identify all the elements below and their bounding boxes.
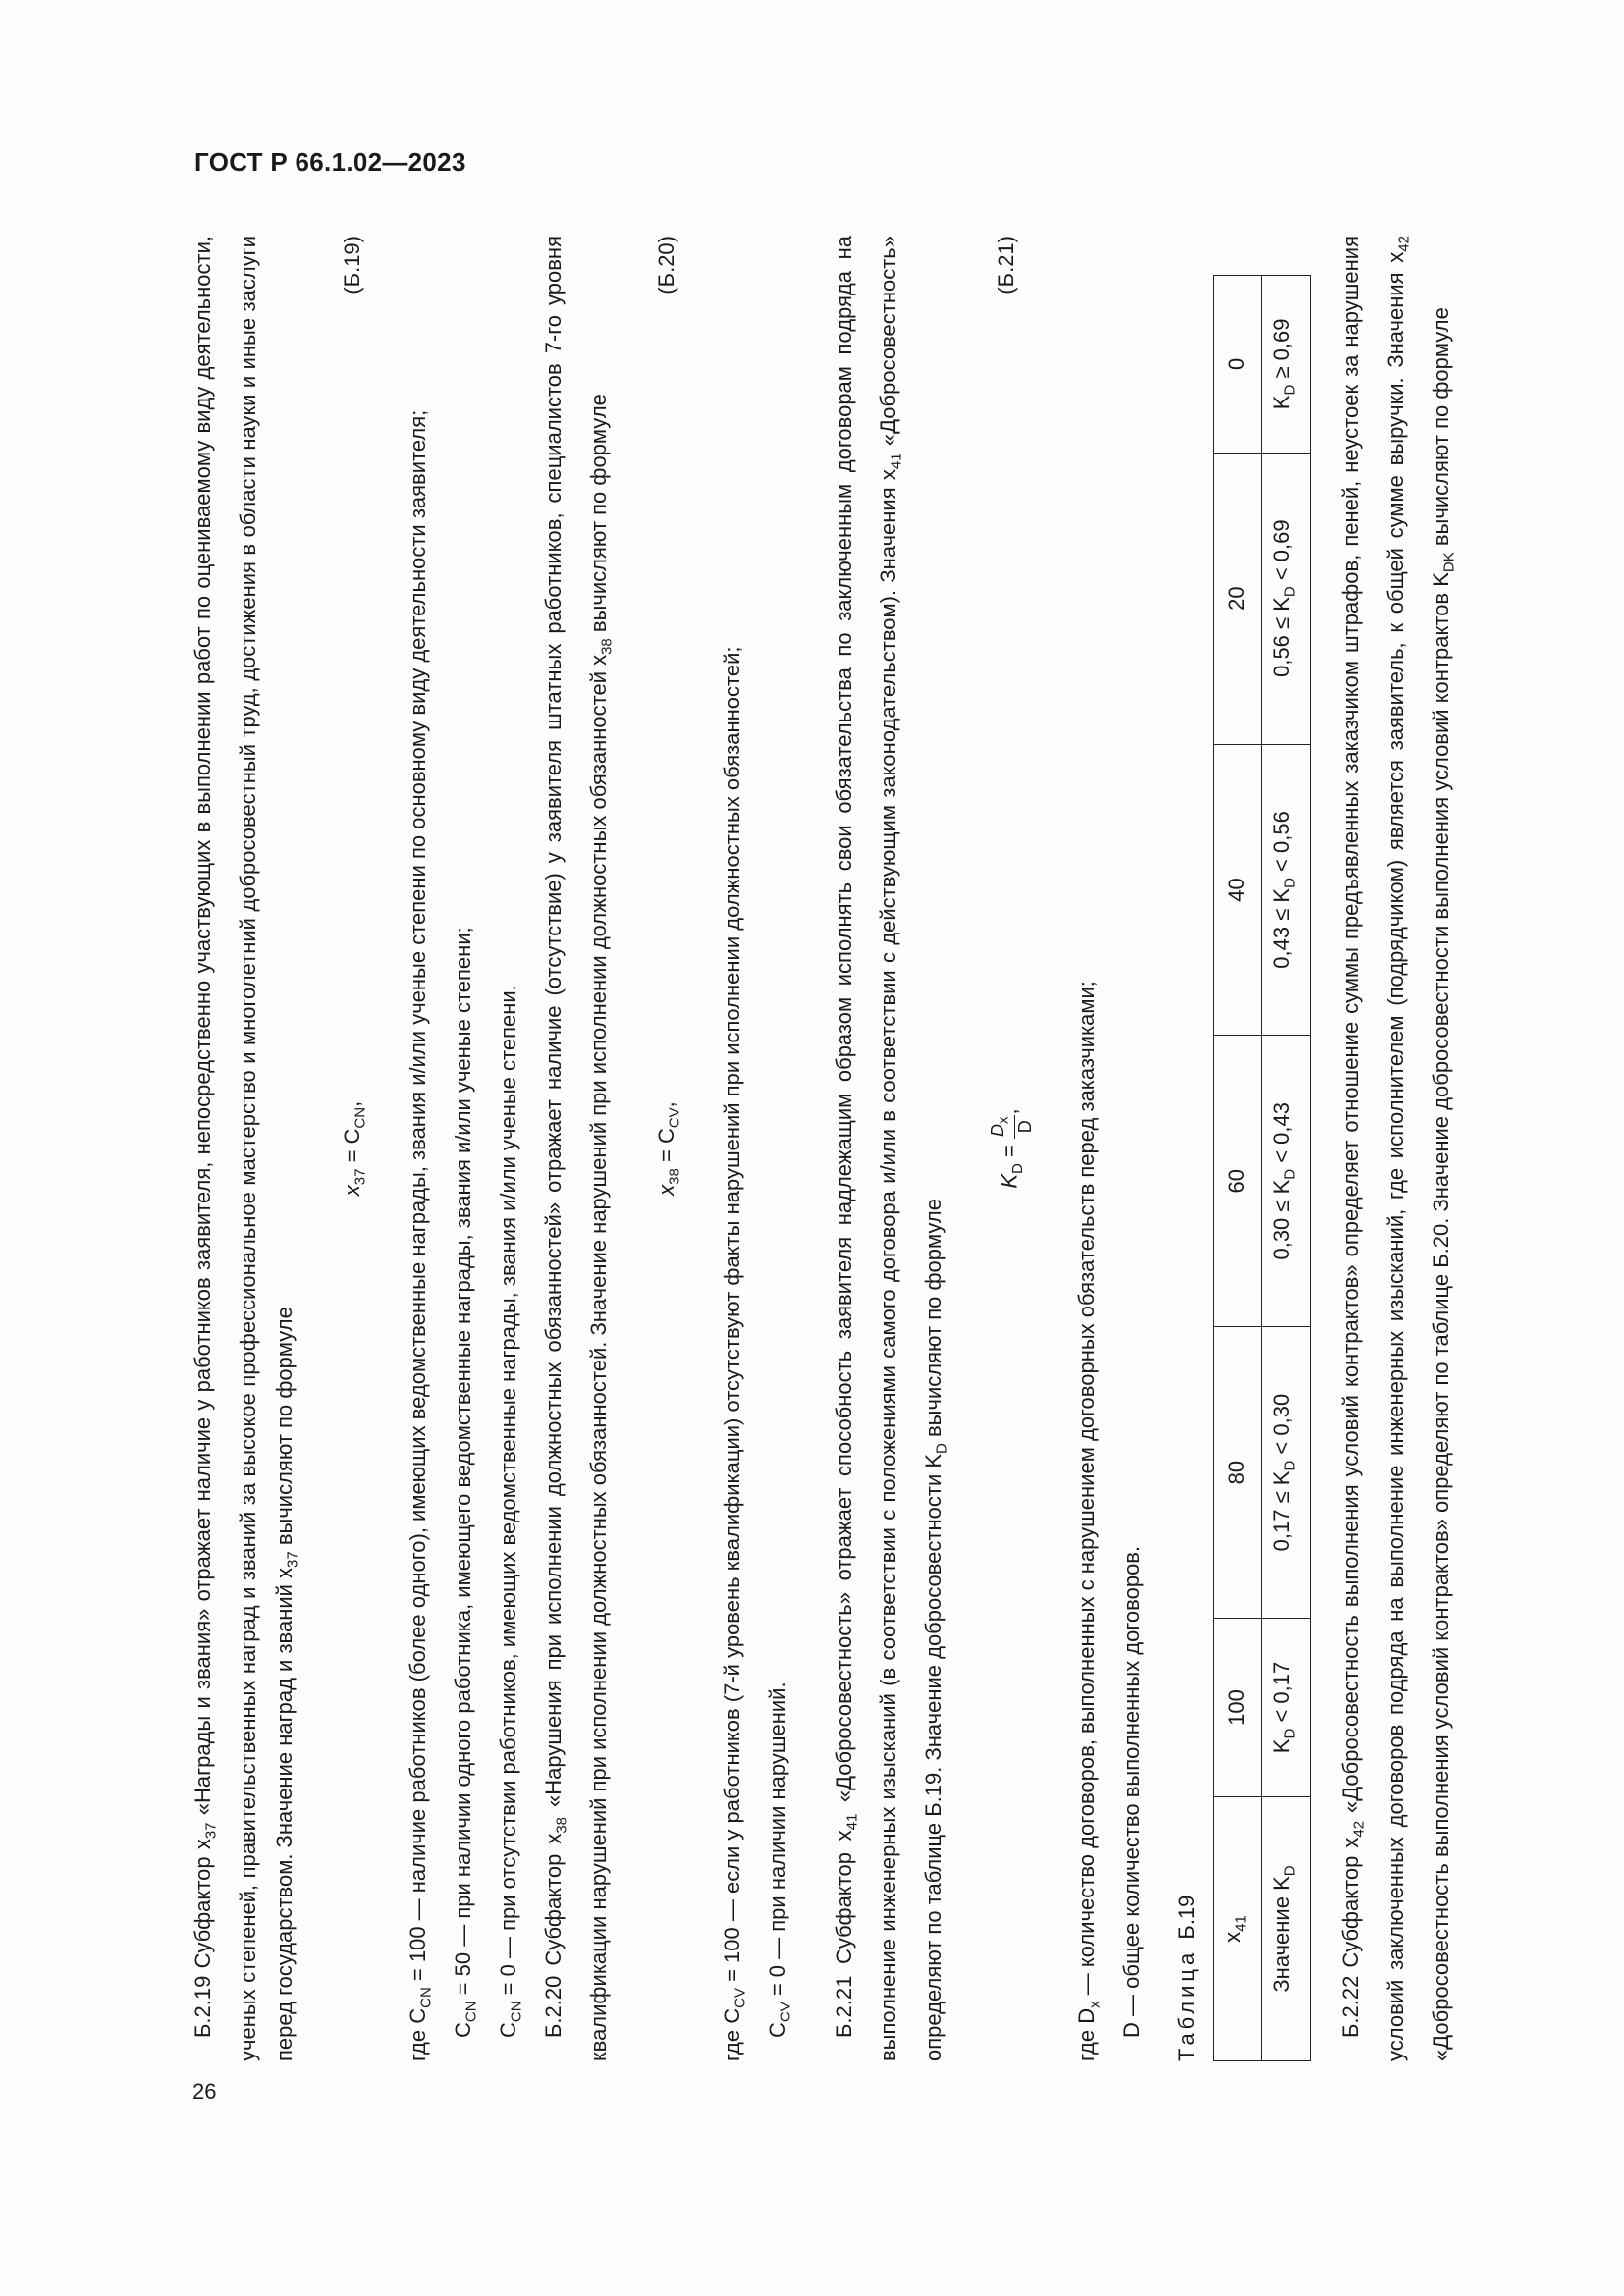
table-row: [1214, 276, 1262, 2061]
formula-number: (Б.19): [340, 236, 365, 294]
paragraph-b220: Б.2.20 Субфактор $x_{38}$ «Нарушения при исполнении должностных обязанностей» отражает наличие (отсутствие) у заявителя штатных работников, специалистов 7-го уровня квалификации нарушений при исполнении должностных обязанностей. Значение нарушений при исполнении должностных обязанностей $x_{38}$ вычисляют по формуле: [540, 236, 616, 2061]
fraction: $D_x$ D: [988, 1116, 1035, 1138]
where-item: $C_{CN} = 0$ — при отсутствии работников, имеющих ведомственные награды, звания и/или ученые степени.: [496, 985, 525, 2038]
where-item: где $C_{CN} = 100$ — наличие работников (более одного), имеющих ведомственные награды, звания и/или ученые степени по основному виду деятельности заявителя;: [406, 409, 435, 2061]
formula-number: (Б.21): [994, 236, 1019, 294]
table-cell: 0: [1214, 276, 1262, 454]
where-item: где $D_x$ — количество договоров, выполненных с нарушением договорных обязательств перед заказчиками;: [1074, 981, 1104, 2061]
table-header-cell: Значение $K_D$: [1262, 1797, 1311, 2061]
page-number: 26: [192, 2079, 217, 2104]
table-cell: $0,56 \le K_D < 0,69$: [1262, 453, 1311, 744]
where-item: D — общее количество выполненных договоров.: [1119, 1545, 1145, 2038]
formula-b21: $K_D$ = $D_x$ D , (Б.21): [988, 236, 1035, 1189]
table-cell: 100: [1214, 1618, 1262, 1796]
table-cell: $K_D \ge 0,69$: [1262, 276, 1311, 454]
table-cell: $0,30 \le K_D < 0,43$: [1262, 1036, 1311, 1327]
paragraph-b221: Б.2.21 Субфактор $x_{41}$ «Добросовестность» отражает способность заявителя надлежащим образом исполнять свои обязательства по заключенным договорам подряда на выполнение инженерных изысканий (в соответствии с положениями самого договора и/или в соответствии с действующим законодательством). Значения $x_{41}$ «Добросовестность» определяют по таблице Б.19. Значение добросовестности $K_D$ вычисляют по формуле: [831, 235, 950, 2061]
where-item: где $C_{CV} = 100$ — если у работников (7-й уровень квалификации) отсутствуют факты нарушений при исполнении должностных обязанностей;: [719, 646, 749, 2061]
where-item: $C_{CV} = 0$ — при наличии нарушений.: [764, 1682, 794, 2038]
table-cell: $0,43 \le K_D < 0,56$: [1262, 744, 1311, 1036]
formula-b19: $x_{37} = C_{CN}$, (Б.19): [311, 236, 400, 2061]
where-item: $C_{CN} = 50$ — при наличии одного работника, имеющего ведомственные награды, звания и/или ученые степени;: [451, 927, 480, 2038]
table-cell: 40: [1214, 744, 1262, 1036]
table-caption: Таблица Б.19: [1173, 1895, 1199, 2061]
rotated-page-content: [185, 235, 1458, 2061]
table-cell: 80: [1214, 1327, 1262, 1619]
table-cell: $0,17 \le K_D < 0,30$: [1262, 1327, 1311, 1619]
table-header-cell: $x_{41}$: [1214, 1797, 1262, 2061]
formula-number: (Б.20): [653, 236, 678, 294]
table-cell: 60: [1214, 1036, 1262, 1327]
table-cell: $K_D < 0,17$: [1262, 1618, 1311, 1796]
table-b19: [1213, 275, 1311, 2061]
paragraph-b222: Б.2.22 Субфактор $x_{42}$ «Добросовестность выполнения условий контрактов» определяет отношение суммы предъявленных заказчиком штрафов, пеней, неустоек за нарушения условий заключенных договоров подряда на выполнение инженерных изысканий, где исполнителем (подрядчиком) является заявитель, к общей сумме выручки. Значения $x_{42}$ «Добросовестность выполнения условий контрактов» определяют по таблице Б.20. Значение добросовестности выполнения условий контрактов $K_{DK}$ вычисляют по формуле: [1338, 235, 1458, 2061]
document-header: ГОСТ Р 66.1.02—2023: [194, 147, 466, 177]
table-cell: 20: [1214, 453, 1262, 744]
table-row: [1262, 276, 1311, 2061]
formula-b20: $x_{38} = C_{CV}$, (Б.20): [625, 236, 714, 2061]
paragraph-b219: Б.2.19 Субфактор $x_{37}$ «Награды и звания» отражает наличие у работников заявителя, непосредственно участвующих в выполнении работ по оцениваемому виду деятельности, ученых степеней, правительственных наград и званий за высокое профессиональное мастерство и многолетний добросовестный труд, достижения в области науки и иные заслуги перед государством. Значение наград и званий $x_{37}$ вычисляют по формуле: [190, 236, 301, 2061]
